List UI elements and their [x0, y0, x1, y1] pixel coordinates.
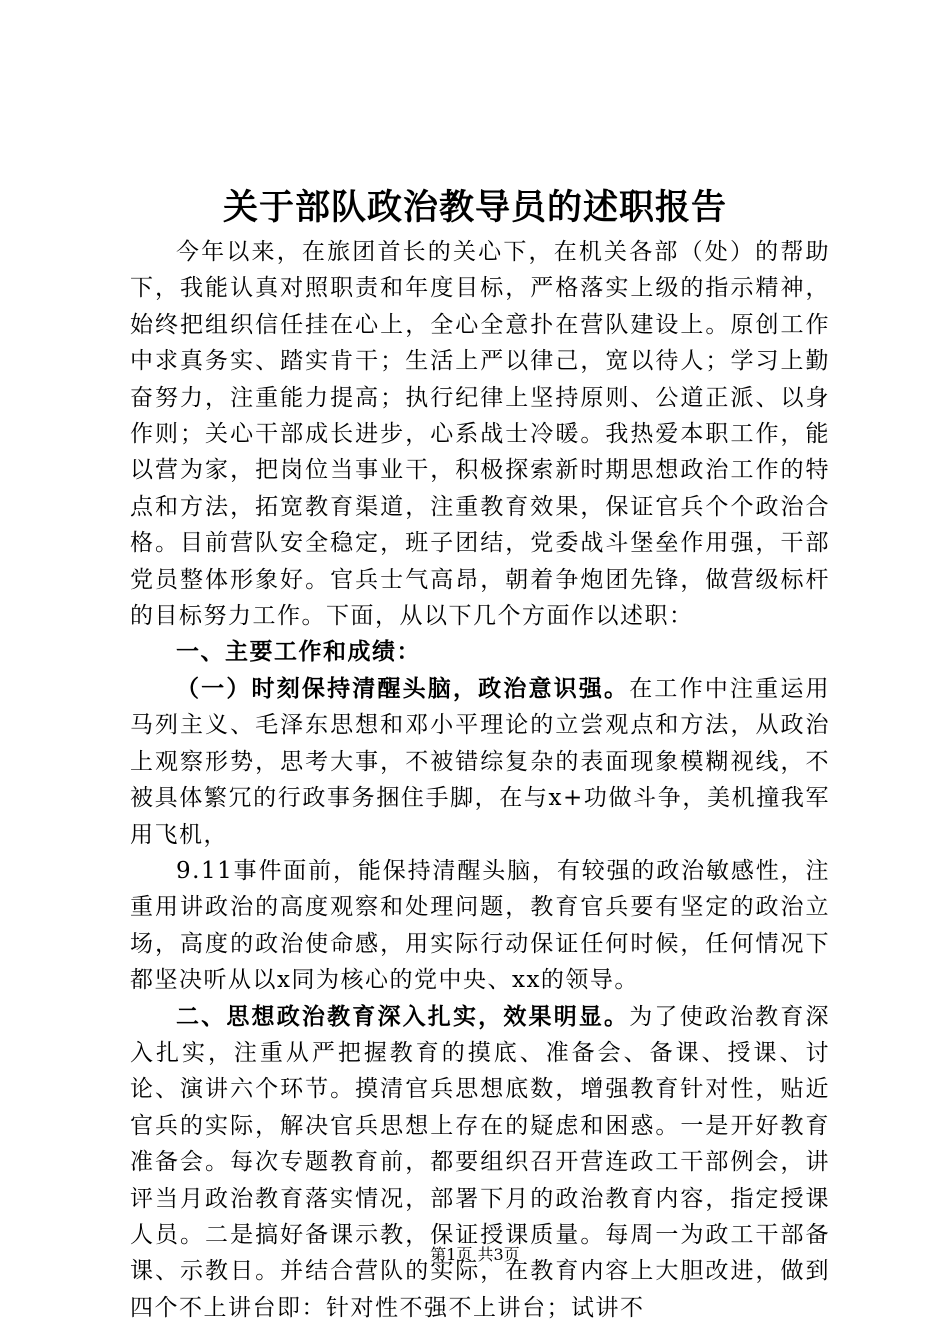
page-footer: 第1页 共3页 — [430, 1245, 520, 1264]
paragraph-heading: 二、思想政治教育深入扎实，效果明显。 — [176, 1002, 630, 1030]
paragraph-911: 9.11事件面前，能保持清醒头脑，有较强的政治敏感性，注重用讲政治的高度观察和处理问题，教育官兵要有坚定的政治立场，高度的政治使命感，用实际行动保证任何时候，任何情况下都坚决听从以x同为核心的党中央、xx的领导。 — [130, 857, 830, 994]
paragraph-heading: （一）时刻保持清醒头脑，政治意识强。 — [176, 674, 630, 702]
paragraph-political-education — [130, 999, 830, 1327]
section-heading-main-work: 一、主要工作和成绩： — [176, 638, 421, 666]
paragraph-text: 为了使政治教育深入扎实，注重从严把握教育的摸底、准备会、备课、授课、讨论、演讲六个环节。摸清官兵思想底数，增强教育针对性，贴近官兵的实际，解决官兵思想上存在的疑虑和困惑。一是开好教育准备会。每次专题教育前，都要组织召开营连政工干部例会，讲评当月政治教育落实情况，部署下月的政治教育内容，指定授课人员。二是搞好备课示教，保证授课质量。每周一为政工干部备课、示教日。并结合营队的实际，在教育内容上大胆改进，做到四个不上讲台即：针对性不强不上讲台；试讲不 — [130, 1003, 831, 1321]
document-title: 关于部队政治教导员的述职报告 — [222, 187, 727, 228]
document-body — [130, 234, 830, 1326]
paragraph-text: 在工作中注重运用马列主义、毛泽东思想和邓小平理论的立尝观点和方法，从政治上观察形势，思考大事，不被错综复杂的表面现象模糊视线，不被具体繁冗的行政事务捆住手脚，在与x+功做斗争，美机撞我军用飞机， — [130, 675, 831, 848]
paragraph-intro: 今年以来，在旅团首长的关心下，在机关各部（处）的帮助下，我能认真对照职责和年度目标，严格落实上级的指示精神，始终把组织信任挂在心上，全心全意扑在营队建设上。原创工作中求真务实、踏实肯干；生活上严以律己，宽以待人；学习上勤奋努力，注重能力提高；执行纪律上坚持原则、公道正派、以身作则；关心干部成长进步，心系战士冷暖。我热爱本职工作，能以营为家，把岗位当事业干，积极探索新时期思想政治工作的特点和方法，拓宽教育渠道，注重教育效果，保证官兵个个政治合格。目前营队安全稳定，班子团结，党委战斗堡垒作用强，干部党员整体形象好。官兵士气高昂，朝着争炮团先锋，做营级标杆的目标努力工作。下面，从以下几个方面作以述职： — [130, 239, 830, 630]
paragraph-political-awareness — [130, 671, 830, 853]
